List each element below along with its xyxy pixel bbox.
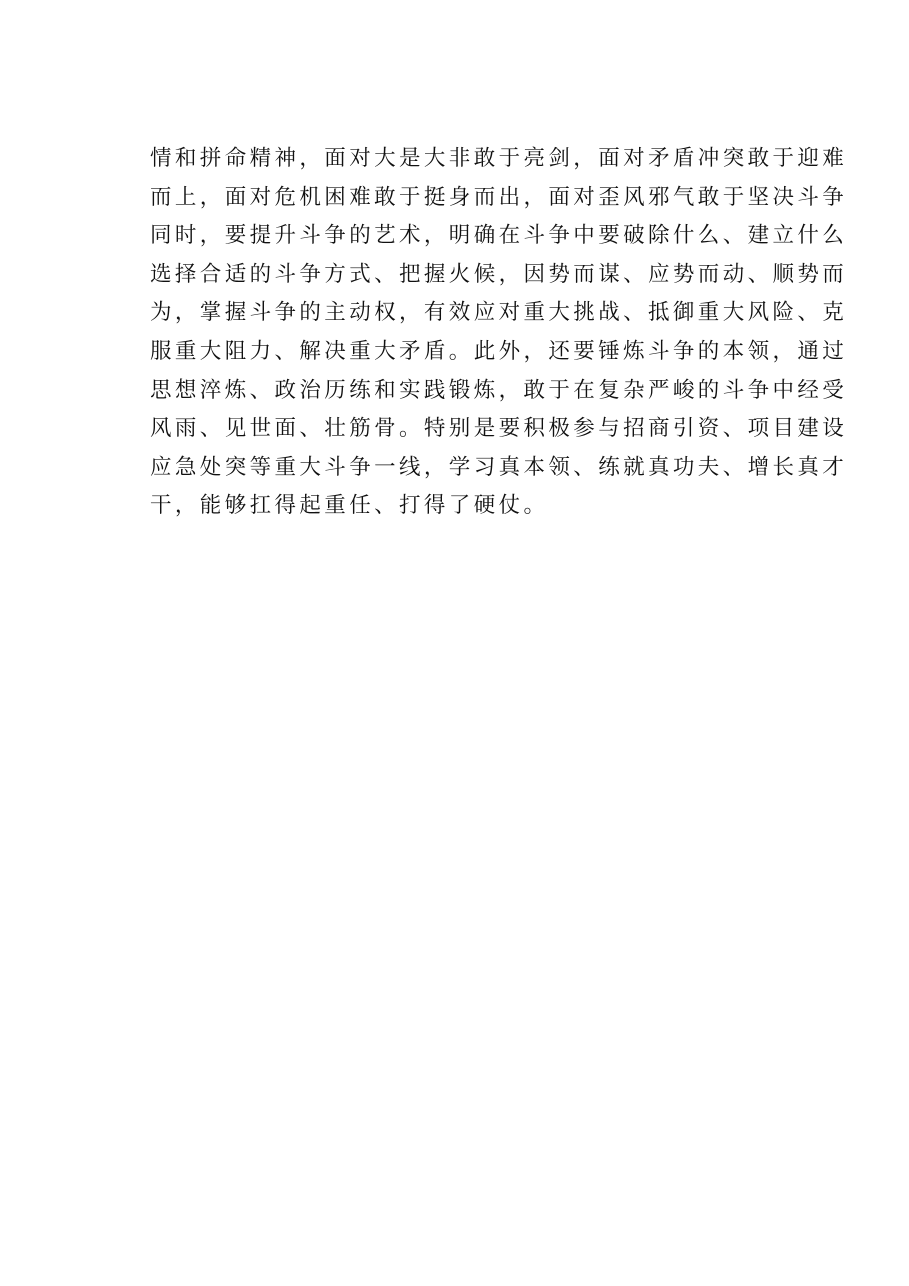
paragraph-line: 风雨、见世面、壮筋骨。特别是要积极参与招商引资、项目建设 xyxy=(150,416,848,442)
paragraph-line: 为，掌握斗争的主动权，有效应对重大挑战、抵御重大风险、克 xyxy=(150,300,848,326)
paragraph-line: 而上，面对危机困难敢于挺身而出，面对歪风邪气敢于坚决斗争 xyxy=(150,184,848,210)
paragraph-line: 情和拼命精神，面对大是大非敢于亮剑，面对矛盾冲突敢于迎难 xyxy=(150,146,848,171)
paragraph-line: 服重大阻力、解决重大矛盾。此外，还要锤炼斗争的本领，通过 xyxy=(150,338,848,364)
paragraph-line: 应急处突等重大斗争一线，学习真本领、练就真功夫、增长真才 xyxy=(150,454,848,480)
paragraph-line: 思想淬炼、政治历练和实践锻炼，敢于在复杂严峻的斗争中经受 xyxy=(150,377,848,403)
body-paragraph xyxy=(150,140,848,526)
paragraph-line: 选择合适的斗争方式、把握火候，因势而谋、应势而动、顺势而 xyxy=(150,261,848,287)
paragraph-line: 同时，要提升斗争的艺术，明确在斗争中要破除什么、建立什么 xyxy=(150,223,848,249)
paragraph-line: 干，能够扛得起重任、打得了硬仗。 xyxy=(150,493,549,519)
